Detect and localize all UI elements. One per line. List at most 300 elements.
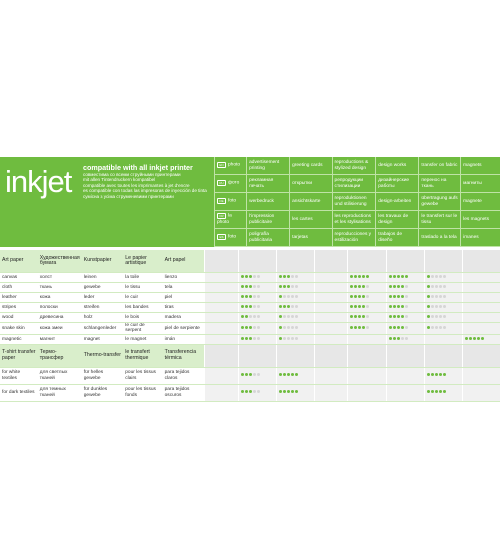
rating-dot-icon — [295, 337, 298, 340]
rating-dot-icon — [241, 275, 244, 278]
rating-cell — [462, 273, 500, 283]
rating-dot-icon — [253, 373, 256, 376]
usage-label: magnets — [461, 157, 500, 175]
rating-dot-icon — [443, 390, 446, 393]
section-header-row — [0, 344, 500, 367]
rating-dot-icon — [257, 315, 260, 318]
language-flag-icon: FR — [217, 213, 226, 219]
rating-cell — [276, 283, 314, 293]
material-name: piel de serpiente — [163, 323, 205, 335]
rating-dot-icon — [366, 295, 369, 298]
tagline-line: сумісна з усіма струменевими принтерами — [83, 193, 174, 199]
usage-label: открытки — [290, 175, 332, 193]
rating-header-cell — [314, 250, 348, 273]
rating-dot-icon — [283, 373, 286, 376]
usage-label: магниты — [461, 175, 500, 193]
material-name: ткань — [38, 283, 82, 293]
rating-dots — [279, 326, 299, 331]
rating-dot-icon — [397, 326, 400, 329]
rating-dot-icon — [439, 326, 442, 329]
rating-dot-icon — [393, 315, 396, 318]
rating-dot-icon — [283, 295, 286, 298]
rating-dots — [350, 295, 370, 300]
rating-dots — [279, 337, 299, 342]
rating-dot-icon — [362, 305, 365, 308]
rating-dot-icon — [435, 285, 438, 288]
usage-label: le transfert sur le tissu — [419, 211, 461, 229]
rating-dot-icon — [405, 275, 408, 278]
usage-table — [214, 157, 500, 247]
rating-dot-icon — [427, 285, 430, 288]
rating-dot-icon — [287, 373, 290, 376]
rating-dots — [241, 326, 261, 331]
rating-dots — [350, 285, 370, 290]
rating-dot-icon — [439, 373, 442, 376]
compatibility-table — [0, 250, 500, 402]
rating-cell — [204, 303, 238, 313]
material-row — [0, 303, 500, 313]
rating-cell — [276, 367, 314, 384]
rating-dot-icon — [401, 275, 404, 278]
rating-dot-icon — [249, 285, 252, 288]
rating-dots — [279, 373, 299, 378]
rating-cell — [348, 293, 386, 303]
rating-dots — [350, 305, 370, 310]
rating-dot-icon — [249, 373, 252, 376]
rating-dot-icon — [366, 275, 369, 278]
rating-cell — [314, 323, 348, 335]
rating-cell — [386, 303, 424, 313]
usage-label: la photo — [217, 213, 232, 225]
rating-dot-icon — [245, 295, 248, 298]
rating-dot-icon — [362, 326, 365, 329]
rating-dot-icon — [431, 390, 434, 393]
rating-cell — [276, 293, 314, 303]
rating-cell — [462, 367, 500, 384]
rating-dot-icon — [253, 285, 256, 288]
rating-dot-icon — [405, 326, 408, 329]
rating-header-cell — [276, 344, 314, 367]
rating-dots — [241, 337, 261, 342]
material-row — [0, 293, 500, 303]
rating-dot-icon — [350, 285, 353, 288]
material-name: snake skin — [0, 323, 38, 335]
rating-dots — [389, 285, 409, 290]
usage-label: design-arbeiten — [376, 193, 419, 211]
rating-dot-icon — [366, 305, 369, 308]
rating-dot-icon — [241, 337, 244, 340]
rating-dot-icon — [427, 305, 430, 308]
material-name: magnetic — [0, 334, 38, 344]
rating-dot-icon — [443, 326, 446, 329]
rating-dot-icon — [435, 315, 438, 318]
rating-header-cell — [386, 250, 424, 273]
rating-dot-icon — [354, 305, 357, 308]
rating-dot-icon — [283, 285, 286, 288]
rating-dot-icon — [393, 295, 396, 298]
rating-dot-icon — [473, 337, 476, 340]
usage-label: дизайнерские работы — [376, 175, 419, 193]
rating-dot-icon — [405, 337, 408, 340]
rating-dot-icon — [253, 326, 256, 329]
usage-label: transfer on fabric — [419, 157, 461, 175]
rating-dots — [350, 326, 370, 331]
usage-label: les travaux de design — [376, 211, 419, 229]
rating-dot-icon — [389, 275, 392, 278]
rating-header-cell — [204, 344, 238, 367]
usage-label: les reproductions et les stylisations — [332, 211, 376, 229]
rating-dot-icon — [469, 337, 472, 340]
material-name: for dark textiles — [0, 384, 38, 401]
rating-dot-icon — [358, 295, 361, 298]
material-name: para tejidos oscuros — [163, 384, 205, 401]
rating-cell — [462, 313, 500, 323]
rating-cell — [348, 323, 386, 335]
material-name: pour les tissus clairs — [123, 367, 162, 384]
rating-dot-icon — [405, 285, 408, 288]
rating-dot-icon — [257, 337, 260, 340]
rating-cell — [314, 313, 348, 323]
rating-dots — [241, 285, 261, 290]
rating-cell — [462, 334, 500, 344]
rating-dot-icon — [283, 337, 286, 340]
rating-dot-icon — [362, 285, 365, 288]
usage-label: übertragung aufs gewebe — [419, 193, 461, 211]
rating-dot-icon — [358, 326, 361, 329]
rating-dot-icon — [366, 326, 369, 329]
rating-cell — [424, 303, 462, 313]
rating-dot-icon — [291, 326, 294, 329]
tagline — [83, 163, 213, 199]
rating-dots — [389, 337, 409, 342]
rating-dot-icon — [431, 315, 434, 318]
rating-dots — [427, 373, 447, 378]
rating-header-cell — [424, 250, 462, 273]
rating-cell — [424, 273, 462, 283]
rating-dot-icon — [241, 305, 244, 308]
rating-dot-icon — [350, 295, 353, 298]
usage-label: magnete — [461, 193, 500, 211]
rating-dot-icon — [257, 305, 260, 308]
usage-photo-cell — [215, 193, 247, 211]
rating-dot-icon — [435, 295, 438, 298]
rating-dot-icon — [427, 373, 430, 376]
material-name: schlangenleder — [82, 323, 124, 335]
rating-dot-icon — [439, 305, 442, 308]
rating-dot-icon — [350, 315, 353, 318]
material-name: leder — [82, 293, 124, 303]
rating-dots — [241, 295, 261, 300]
section-header: Термо-трансфер — [38, 344, 82, 367]
material-name: для светлых тканей — [38, 367, 82, 384]
rating-dot-icon — [350, 275, 353, 278]
usage-label: poligrafía publicitaria — [247, 229, 290, 247]
usage-photo-cell — [215, 175, 247, 193]
rating-dot-icon — [245, 390, 248, 393]
rating-dot-icon — [295, 295, 298, 298]
section-header: Kunstpapier — [82, 250, 124, 273]
usage-label: trabajos de diseño — [376, 229, 419, 247]
rating-dot-icon — [401, 305, 404, 308]
tagline-line: es compatible con todas las impresoras de inyección de tinta — [83, 188, 207, 194]
rating-dot-icon — [362, 315, 365, 318]
section-header: le transfert thermique — [123, 344, 162, 367]
brand-logo: inkjet — [5, 164, 72, 199]
rating-cell — [424, 283, 462, 293]
rating-dot-icon — [439, 275, 442, 278]
rating-dot-icon — [291, 390, 294, 393]
material-name: leinen — [82, 273, 124, 283]
usage-label: reproductions & stylized design — [332, 157, 376, 175]
rating-dot-icon — [241, 315, 244, 318]
rating-dot-icon — [389, 326, 392, 329]
material-name: la toile — [123, 273, 162, 283]
rating-dot-icon — [257, 295, 260, 298]
material-name: le magnet — [123, 334, 162, 344]
material-name: canvas — [0, 273, 38, 283]
rating-dot-icon — [443, 275, 446, 278]
rating-dot-icon — [350, 326, 353, 329]
rating-dots — [389, 326, 409, 331]
rating-dot-icon — [354, 295, 357, 298]
usage-label: l'impression publicitaire — [247, 211, 290, 229]
language-flag-icon: EN — [217, 162, 226, 168]
section-header: Transferencia térmica — [163, 344, 205, 367]
rating-header-cell — [314, 344, 348, 367]
rating-cell — [276, 303, 314, 313]
rating-dots — [350, 275, 370, 280]
rating-cell — [462, 283, 500, 293]
rating-cell — [386, 323, 424, 335]
rating-dots — [427, 315, 447, 320]
rating-dot-icon — [249, 315, 252, 318]
rating-dot-icon — [291, 295, 294, 298]
material-name: tiras — [163, 303, 205, 313]
rating-dots — [279, 285, 299, 290]
usage-photo-cell — [215, 157, 247, 175]
material-name: madera — [163, 313, 205, 323]
rating-dot-icon — [393, 275, 396, 278]
material-name: leather — [0, 293, 38, 303]
rating-cell — [238, 293, 276, 303]
material-name: кожа змеи — [38, 323, 82, 335]
rating-dot-icon — [358, 285, 361, 288]
rating-dot-icon — [435, 275, 438, 278]
rating-dot-icon — [279, 275, 282, 278]
rating-dot-icon — [257, 275, 260, 278]
material-name: lienzo — [163, 273, 205, 283]
rating-cell — [386, 334, 424, 344]
section-header-row — [0, 250, 500, 273]
rating-dot-icon — [427, 295, 430, 298]
rating-header-cell — [204, 250, 238, 273]
rating-dots — [241, 305, 261, 310]
rating-dot-icon — [291, 373, 294, 376]
rating-dot-icon — [443, 285, 446, 288]
section-header: Художественная бумага — [38, 250, 82, 273]
rating-dot-icon — [253, 295, 256, 298]
rating-dot-icon — [291, 337, 294, 340]
rating-cell — [238, 283, 276, 293]
material-row — [0, 323, 500, 335]
rating-dot-icon — [397, 315, 400, 318]
rating-dot-icon — [245, 315, 248, 318]
rating-dot-icon — [443, 295, 446, 298]
usage-label: foto — [228, 198, 237, 204]
usage-label: reproducciones y estilización — [332, 229, 376, 247]
rating-dot-icon — [439, 390, 442, 393]
rating-dot-icon — [439, 315, 442, 318]
rating-dot-icon — [465, 337, 468, 340]
rating-dot-icon — [249, 275, 252, 278]
rating-dot-icon — [249, 326, 252, 329]
rating-dot-icon — [279, 373, 282, 376]
rating-cell — [276, 323, 314, 335]
rating-dots — [427, 285, 447, 290]
rating-cell — [386, 367, 424, 384]
rating-dots — [389, 315, 409, 320]
rating-dot-icon — [257, 326, 260, 329]
rating-dot-icon — [253, 275, 256, 278]
rating-dot-icon — [279, 315, 282, 318]
rating-cell — [314, 283, 348, 293]
rating-dot-icon — [287, 275, 290, 278]
usage-label: les cartes — [290, 211, 332, 229]
rating-dot-icon — [283, 275, 286, 278]
rating-dot-icon — [366, 285, 369, 288]
rating-dot-icon — [393, 285, 396, 288]
rating-dot-icon — [291, 275, 294, 278]
rating-dots — [241, 373, 261, 378]
rating-dot-icon — [257, 373, 260, 376]
rating-dots — [389, 295, 409, 300]
language-flag-icon: ES — [217, 234, 226, 240]
rating-dots — [427, 390, 447, 395]
rating-dot-icon — [245, 285, 248, 288]
rating-dot-icon — [427, 326, 430, 329]
rating-cell — [462, 303, 500, 313]
rating-cell — [424, 367, 462, 384]
material-name: для темных тканей — [38, 384, 82, 401]
rating-cell — [314, 273, 348, 283]
rating-dot-icon — [393, 337, 396, 340]
rating-dot-icon — [279, 295, 282, 298]
rating-dot-icon — [393, 326, 396, 329]
rating-cell — [238, 323, 276, 335]
rating-dot-icon — [253, 305, 256, 308]
usage-photo-cell — [215, 229, 247, 247]
rating-dot-icon — [354, 326, 357, 329]
usage-label: greeting cards — [290, 157, 332, 175]
rating-cell — [424, 313, 462, 323]
tagline-line: совместима со всеми струйными принтерами — [83, 172, 181, 177]
rating-dots — [241, 315, 261, 320]
usage-label: traslado a la tela — [419, 229, 461, 247]
rating-dot-icon — [427, 275, 430, 278]
rating-dot-icon — [405, 305, 408, 308]
usage-row — [215, 211, 500, 229]
rating-dot-icon — [253, 390, 256, 393]
rating-dots — [241, 275, 261, 280]
rating-dot-icon — [283, 305, 286, 308]
usage-label: design works — [376, 157, 419, 175]
rating-cell — [238, 367, 276, 384]
rating-cell — [314, 293, 348, 303]
rating-dot-icon — [439, 285, 442, 288]
rating-cell — [386, 273, 424, 283]
rating-dot-icon — [295, 390, 298, 393]
rating-dots — [350, 315, 370, 320]
material-name: für dunkles gewebe — [82, 384, 124, 401]
rating-dot-icon — [283, 315, 286, 318]
language-flag-icon: RU — [217, 180, 226, 186]
rating-dot-icon — [389, 285, 392, 288]
rating-cell — [314, 303, 348, 313]
rating-dot-icon — [401, 315, 404, 318]
material-name: le bois — [123, 313, 162, 323]
rating-dots — [427, 305, 447, 310]
material-name: imán — [163, 334, 205, 344]
usage-row — [215, 157, 500, 175]
usage-label: рекламная печать — [247, 175, 290, 193]
rating-cell — [314, 367, 348, 384]
rating-dot-icon — [287, 326, 290, 329]
rating-dot-icon — [354, 315, 357, 318]
rating-dot-icon — [283, 326, 286, 329]
rating-dot-icon — [443, 305, 446, 308]
rating-header-cell — [348, 250, 386, 273]
rating-dot-icon — [401, 295, 404, 298]
material-row — [0, 283, 500, 293]
rating-cell — [348, 303, 386, 313]
rating-dot-icon — [253, 337, 256, 340]
rating-header-cell — [276, 250, 314, 273]
rating-cell — [204, 323, 238, 335]
rating-dot-icon — [354, 275, 357, 278]
material-name: древесина — [38, 313, 82, 323]
rating-dots — [279, 295, 299, 300]
material-name: холст — [38, 273, 82, 283]
rating-header-cell — [462, 344, 500, 367]
rating-dot-icon — [279, 390, 282, 393]
rating-dot-icon — [435, 390, 438, 393]
usage-label: les magnets — [461, 211, 500, 229]
rating-dot-icon — [245, 326, 248, 329]
material-name: le cuir — [123, 293, 162, 303]
rating-cell — [204, 283, 238, 293]
rating-cell — [204, 334, 238, 344]
rating-dots — [279, 315, 299, 320]
rating-dot-icon — [431, 373, 434, 376]
rating-cell — [348, 283, 386, 293]
rating-cell — [238, 273, 276, 283]
rating-dot-icon — [435, 305, 438, 308]
rating-dots — [279, 305, 299, 310]
usage-label: reproduktionen und stilisierung — [332, 193, 376, 211]
usage-label: photo — [228, 162, 241, 168]
usage-row — [215, 175, 500, 193]
rating-dot-icon — [397, 337, 400, 340]
rating-dot-icon — [393, 305, 396, 308]
rating-dot-icon — [481, 337, 484, 340]
rating-dot-icon — [287, 305, 290, 308]
rating-dot-icon — [397, 305, 400, 308]
rating-dot-icon — [397, 275, 400, 278]
rating-cell — [348, 367, 386, 384]
rating-cell — [276, 384, 314, 401]
rating-dot-icon — [431, 326, 434, 329]
rating-dot-icon — [354, 285, 357, 288]
